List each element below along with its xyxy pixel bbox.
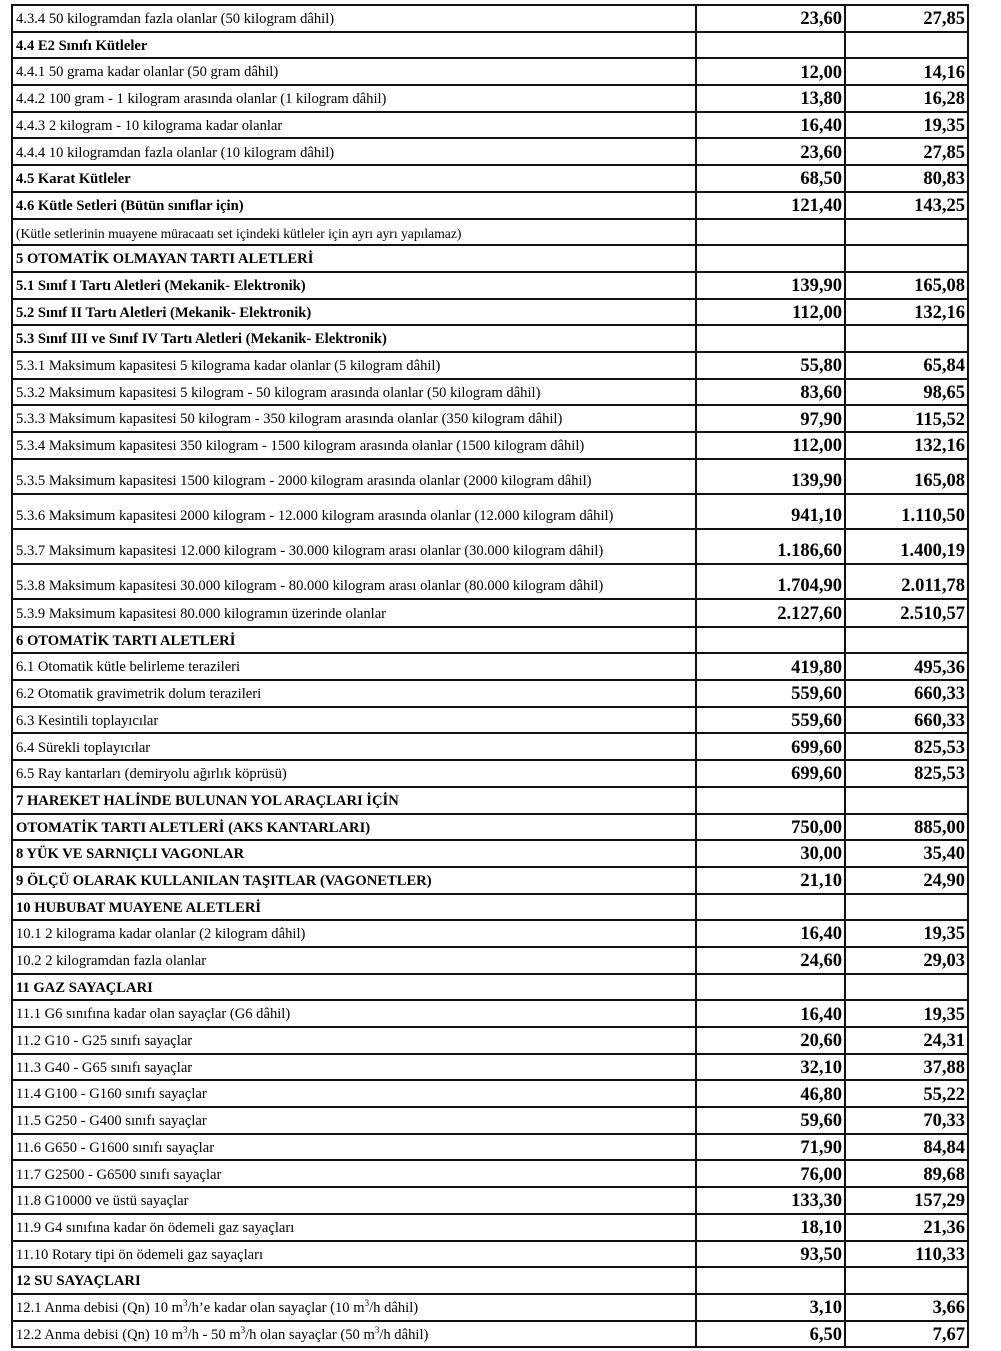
- table-row: [12, 1267, 968, 1294]
- fee-value-with-vat: 65,84: [845, 352, 968, 379]
- fee-value-with-vat: 143,25: [845, 192, 968, 219]
- item-description: 5.2 Sınıf II Tartı Aletleri (Mekanik- Elektronik): [12, 299, 696, 326]
- item-description: 9 ÖLÇÜ OLARAK KULLANILAN TAŞITLAR (VAGONETLER): [12, 867, 696, 894]
- table-row: [12, 1107, 968, 1134]
- fee-value: 46,80: [696, 1080, 845, 1107]
- fee-value: 30,00: [696, 840, 845, 867]
- item-description: 5.3.5 Maksimum kapasitesi 1500 kilogram - 2000 kilogram arasında olanlar (2000 kilogram dâhil): [12, 459, 696, 494]
- table-row: [12, 974, 968, 1001]
- table-row: [12, 32, 968, 59]
- fee-value-with-vat: 70,33: [845, 1107, 968, 1134]
- table-row: [12, 733, 968, 760]
- fee-value: 559,60: [696, 680, 845, 707]
- fee-value: 97,90: [696, 405, 845, 432]
- table-row: [12, 894, 968, 921]
- fee-value-with-vat: 115,52: [845, 405, 968, 432]
- fee-value-with-vat: [845, 974, 968, 1001]
- table-row: [12, 867, 968, 894]
- fee-value-with-vat: 27,85: [845, 138, 968, 165]
- fee-value: 16,40: [696, 1000, 845, 1027]
- fee-value: [696, 219, 845, 246]
- item-description: 11.5 G250 - G400 sınıfı sayaçlar: [12, 1107, 696, 1134]
- fee-value-with-vat: 24,90: [845, 867, 968, 894]
- superscript-cubed: 3: [183, 1324, 188, 1335]
- table-row: [12, 494, 968, 529]
- item-description: 11 GAZ SAYAÇLARI: [12, 974, 696, 1001]
- item-description: 4.4.4 10 kilogramdan fazla olanlar (10 kilogram dâhil): [12, 138, 696, 165]
- fee-value-with-vat: 2.510,57: [845, 599, 968, 627]
- fee-value: 139,90: [696, 272, 845, 299]
- fee-value: 6,50: [696, 1321, 845, 1348]
- table-row: [12, 1187, 968, 1214]
- fee-value-with-vat: [845, 1267, 968, 1294]
- fee-value: 16,40: [696, 920, 845, 947]
- fee-value-with-vat: 98,65: [845, 379, 968, 406]
- table-row: [12, 1000, 968, 1027]
- table-row: [12, 529, 968, 564]
- fee-value: 13,80: [696, 85, 845, 112]
- table-row: [12, 707, 968, 734]
- table-row: [12, 325, 968, 352]
- fee-table: [11, 4, 969, 1348]
- table-row: [12, 1134, 968, 1161]
- table-row: [12, 112, 968, 139]
- fee-value-with-vat: 495,36: [845, 653, 968, 680]
- item-description: 5.3.4 Maksimum kapasitesi 350 kilogram - 1500 kilogram arasında olanlar (1500 kilogram dâhil): [12, 432, 696, 459]
- fee-value-with-vat: 80,83: [845, 165, 968, 192]
- table-row: [12, 760, 968, 787]
- superscript-cubed: 3: [374, 1324, 380, 1335]
- item-description: OTOMATİK TARTI ALETLERİ (AKS KANTARLARI): [12, 814, 696, 841]
- fee-value-with-vat: 885,00: [845, 814, 968, 841]
- fee-value-with-vat: 89,68: [845, 1160, 968, 1187]
- table-row: [12, 405, 968, 432]
- item-description: 7 HAREKET HALİNDE BULUNAN YOL ARAÇLARI İÇİN: [12, 787, 696, 814]
- fee-value-with-vat: [845, 32, 968, 59]
- item-description: 10 HUBUBAT MUAYENE ALETLERİ: [12, 894, 696, 921]
- item-description: 6.5 Ray kantarları (demiryolu ağırlık köprüsü): [12, 760, 696, 787]
- fee-value: 139,90: [696, 459, 845, 494]
- fee-value: [696, 1267, 845, 1294]
- fee-value-with-vat: 27,85: [845, 5, 968, 32]
- fee-value: 83,60: [696, 379, 845, 406]
- table-row: [12, 1294, 968, 1321]
- table-row: [12, 1214, 968, 1241]
- fee-value: 112,00: [696, 299, 845, 326]
- table-row: [12, 599, 968, 627]
- table-row: [12, 219, 968, 246]
- table-row: [12, 787, 968, 814]
- fee-value: 20,60: [696, 1027, 845, 1054]
- fee-value: [696, 627, 845, 654]
- table-row: [12, 5, 968, 32]
- fee-value-with-vat: 165,08: [845, 272, 968, 299]
- item-description: 5.3.6 Maksimum kapasitesi 2000 kilogram - 12.000 kilogram arasında olanlar (12.000 kilogram dâhil): [12, 494, 696, 529]
- item-description: 11.2 G10 - G25 sınıfı sayaçlar: [12, 1027, 696, 1054]
- table-row: [12, 947, 968, 974]
- item-description: 12 SU SAYAÇLARI: [12, 1267, 696, 1294]
- fee-value: 55,80: [696, 352, 845, 379]
- fee-value-with-vat: 7,67: [845, 1321, 968, 1348]
- fee-value-with-vat: 29,03: [845, 947, 968, 974]
- item-description: 5.3.1 Maksimum kapasitesi 5 kilograma kadar olanlar (5 kilogram dâhil): [12, 352, 696, 379]
- fee-value-with-vat: 84,84: [845, 1134, 968, 1161]
- fee-value-with-vat: 825,53: [845, 733, 968, 760]
- table-row: [12, 165, 968, 192]
- table-row: [12, 920, 968, 947]
- table-row: [12, 1241, 968, 1268]
- item-description: 4.4 E2 Sınıfı Kütleler: [12, 32, 696, 59]
- item-description: 12.1 Anma debisi (Qn) 10 $m^3/h’e$ kadar olan sayaçlar (10 $m^3/h$ dâhil): [12, 1294, 696, 1321]
- item-description: 11.8 G10000 ve üstü sayaçlar: [12, 1187, 696, 1214]
- fee-value-with-vat: 660,33: [845, 680, 968, 707]
- fee-value: 699,60: [696, 760, 845, 787]
- item-description: 4.4.2 100 gram - 1 kilogram arasında olanlar (1 kilogram dâhil): [12, 85, 696, 112]
- fee-value-with-vat: [845, 894, 968, 921]
- table-row: [12, 85, 968, 112]
- item-description: 5.3.7 Maksimum kapasitesi 12.000 kilogram - 30.000 kilogram arası olanlar (30.000 kilogram dâhil): [12, 529, 696, 564]
- fee-value: [696, 32, 845, 59]
- fee-value: 59,60: [696, 1107, 845, 1134]
- table-row: [12, 459, 968, 494]
- fee-value-with-vat: 16,28: [845, 85, 968, 112]
- table-row: [12, 245, 968, 272]
- item-description: 6 OTOMATİK TARTI ALETLERİ: [12, 627, 696, 654]
- fee-value-with-vat: 3,66: [845, 1294, 968, 1321]
- item-description: (Kütle setlerinin muayene müracaatı set içindeki kütleler için ayrı ayrı yapılamaz): [12, 219, 696, 246]
- fee-value-with-vat: 660,33: [845, 707, 968, 734]
- table-row: [12, 814, 968, 841]
- item-description: 11.6 G650 - G1600 sınıfı sayaçlar: [12, 1134, 696, 1161]
- fee-value: 1.704,90: [696, 564, 845, 599]
- item-description: 11.9 G4 sınıfına kadar ön ödemeli gaz sayaçları: [12, 1214, 696, 1241]
- item-description: 10.2 2 kilogramdan fazla olanlar: [12, 947, 696, 974]
- fee-value: 68,50: [696, 165, 845, 192]
- table-row: [12, 1321, 968, 1348]
- fee-value-with-vat: 825,53: [845, 760, 968, 787]
- item-description: 4.4.1 50 grama kadar olanlar (50 gram dâhil): [12, 58, 696, 85]
- item-description: 11.4 G100 - G160 sınıfı sayaçlar: [12, 1080, 696, 1107]
- fee-value-with-vat: 110,33: [845, 1241, 968, 1268]
- table-row: [12, 192, 968, 219]
- fee-value: 3,10: [696, 1294, 845, 1321]
- fee-value-with-vat: 21,36: [845, 1214, 968, 1241]
- item-description: 4.6 Kütle Setleri (Bütün sınıflar için): [12, 192, 696, 219]
- fee-value: 93,50: [696, 1241, 845, 1268]
- item-description: 11.10 Rotary tipi ön ödemeli gaz sayaçları: [12, 1241, 696, 1268]
- fee-value: 750,00: [696, 814, 845, 841]
- table-row: [12, 653, 968, 680]
- fee-value: 559,60: [696, 707, 845, 734]
- item-description: 5.1 Sınıf I Tartı Aletleri (Mekanik- Elektronik): [12, 272, 696, 299]
- fee-value-with-vat: 14,16: [845, 58, 968, 85]
- table-row: [12, 1160, 968, 1187]
- fee-value-with-vat: [845, 325, 968, 352]
- fee-value: 24,60: [696, 947, 845, 974]
- fee-value-with-vat: [845, 627, 968, 654]
- fee-value: 21,10: [696, 867, 845, 894]
- fee-value: [696, 894, 845, 921]
- fee-value: 112,00: [696, 432, 845, 459]
- fee-value: 71,90: [696, 1134, 845, 1161]
- fee-value-with-vat: 157,29: [845, 1187, 968, 1214]
- fee-value-with-vat: 37,88: [845, 1054, 968, 1081]
- item-description: 5.3.8 Maksimum kapasitesi 30.000 kilogram - 80.000 kilogram arası olanlar (80.000 kilogram dâhil): [12, 564, 696, 599]
- item-description: 5.3.3 Maksimum kapasitesi 50 kilogram - 350 kilogram arasında olanlar (350 kilogram dâhil): [12, 405, 696, 432]
- table-row: [12, 1080, 968, 1107]
- superscript-cubed: 3: [183, 1297, 188, 1308]
- table-row: [12, 840, 968, 867]
- fee-value-with-vat: 2.011,78: [845, 564, 968, 599]
- table-row: [12, 379, 968, 406]
- fee-value: [696, 245, 845, 272]
- item-description: 5.3.2 Maksimum kapasitesi 5 kilogram - 50 kilogram arasında olanlar (50 kilogram dâhil): [12, 379, 696, 406]
- fee-value: 76,00: [696, 1160, 845, 1187]
- item-description: 11.3 G40 - G65 sınıfı sayaçlar: [12, 1054, 696, 1081]
- table-row: [12, 680, 968, 707]
- fee-value: 1.186,60: [696, 529, 845, 564]
- fee-value-with-vat: 19,35: [845, 112, 968, 139]
- fee-value-with-vat: 19,35: [845, 1000, 968, 1027]
- item-description: 5 OTOMATİK OLMAYAN TARTI ALETLERİ: [12, 245, 696, 272]
- item-description: 6.3 Kesintili toplayıcılar: [12, 707, 696, 734]
- table-row: [12, 1027, 968, 1054]
- fee-value-with-vat: 35,40: [845, 840, 968, 867]
- superscript-cubed: 3: [240, 1324, 246, 1335]
- item-description: 11.7 G2500 - G6500 sınıfı sayaçlar: [12, 1160, 696, 1187]
- table-row: [12, 138, 968, 165]
- item-description: 6.2 Otomatik gravimetrik dolum terazileri: [12, 680, 696, 707]
- fee-value-with-vat: 24,31: [845, 1027, 968, 1054]
- item-description: 4.5 Karat Kütleler: [12, 165, 696, 192]
- fee-value-with-vat: 132,16: [845, 299, 968, 326]
- item-description: 10.1 2 kilograma kadar olanlar (2 kilogram dâhil): [12, 920, 696, 947]
- fee-value-with-vat: [845, 219, 968, 246]
- fee-value-with-vat: 1.400,19: [845, 529, 968, 564]
- fee-value-with-vat: 132,16: [845, 432, 968, 459]
- fee-value: 18,10: [696, 1214, 845, 1241]
- fee-table-body: [12, 5, 968, 1347]
- table-row: [12, 352, 968, 379]
- fee-value-with-vat: 19,35: [845, 920, 968, 947]
- fee-value: 121,40: [696, 192, 845, 219]
- fee-value: 23,60: [696, 138, 845, 165]
- fee-value: 133,30: [696, 1187, 845, 1214]
- fee-value: 32,10: [696, 1054, 845, 1081]
- table-row: [12, 299, 968, 326]
- fee-value: [696, 325, 845, 352]
- fee-value-with-vat: [845, 245, 968, 272]
- item-description: 8 YÜK VE SARNIÇLI VAGONLAR: [12, 840, 696, 867]
- fee-value: 16,40: [696, 112, 845, 139]
- item-description: 11.1 G6 sınıfına kadar olan sayaçlar (G6 dâhil): [12, 1000, 696, 1027]
- fee-value-with-vat: 55,22: [845, 1080, 968, 1107]
- fee-value-with-vat: 165,08: [845, 459, 968, 494]
- item-description: 6.4 Sürekli toplayıcılar: [12, 733, 696, 760]
- fee-value-with-vat: [845, 787, 968, 814]
- item-description: 12.2 Anma debisi (Qn) 10 $m^3/h - 50$ $m^3/h$ olan sayaçlar (50 $m^3/h$ dâhil): [12, 1321, 696, 1348]
- fee-value: 2.127,60: [696, 599, 845, 627]
- fee-value-with-vat: 1.110,50: [845, 494, 968, 529]
- table-row: [12, 564, 968, 599]
- fee-value: 419,80: [696, 653, 845, 680]
- fee-value: [696, 787, 845, 814]
- table-row: [12, 627, 968, 654]
- item-description: 4.4.3 2 kilogram - 10 kilograma kadar olanlar: [12, 112, 696, 139]
- table-row: [12, 58, 968, 85]
- item-description: 5.3 Sınıf III ve Sınıf IV Tartı Aletleri (Mekanik- Elektronik): [12, 325, 696, 352]
- item-description: 6.1 Otomatik kütle belirleme terazileri: [12, 653, 696, 680]
- item-description: 4.3.4 50 kilogramdan fazla olanlar (50 kilogram dâhil): [12, 5, 696, 32]
- table-row: [12, 432, 968, 459]
- fee-value: 12,00: [696, 58, 845, 85]
- item-description: 5.3.9 Maksimum kapasitesi 80.000 kilogramın üzerinde olanlar: [12, 599, 696, 627]
- superscript-cubed: 3: [364, 1297, 370, 1308]
- table-row: [12, 1054, 968, 1081]
- fee-value: 23,60: [696, 5, 845, 32]
- fee-value: [696, 974, 845, 1001]
- fee-value: 699,60: [696, 733, 845, 760]
- table-row: [12, 272, 968, 299]
- fee-value: 941,10: [696, 494, 845, 529]
